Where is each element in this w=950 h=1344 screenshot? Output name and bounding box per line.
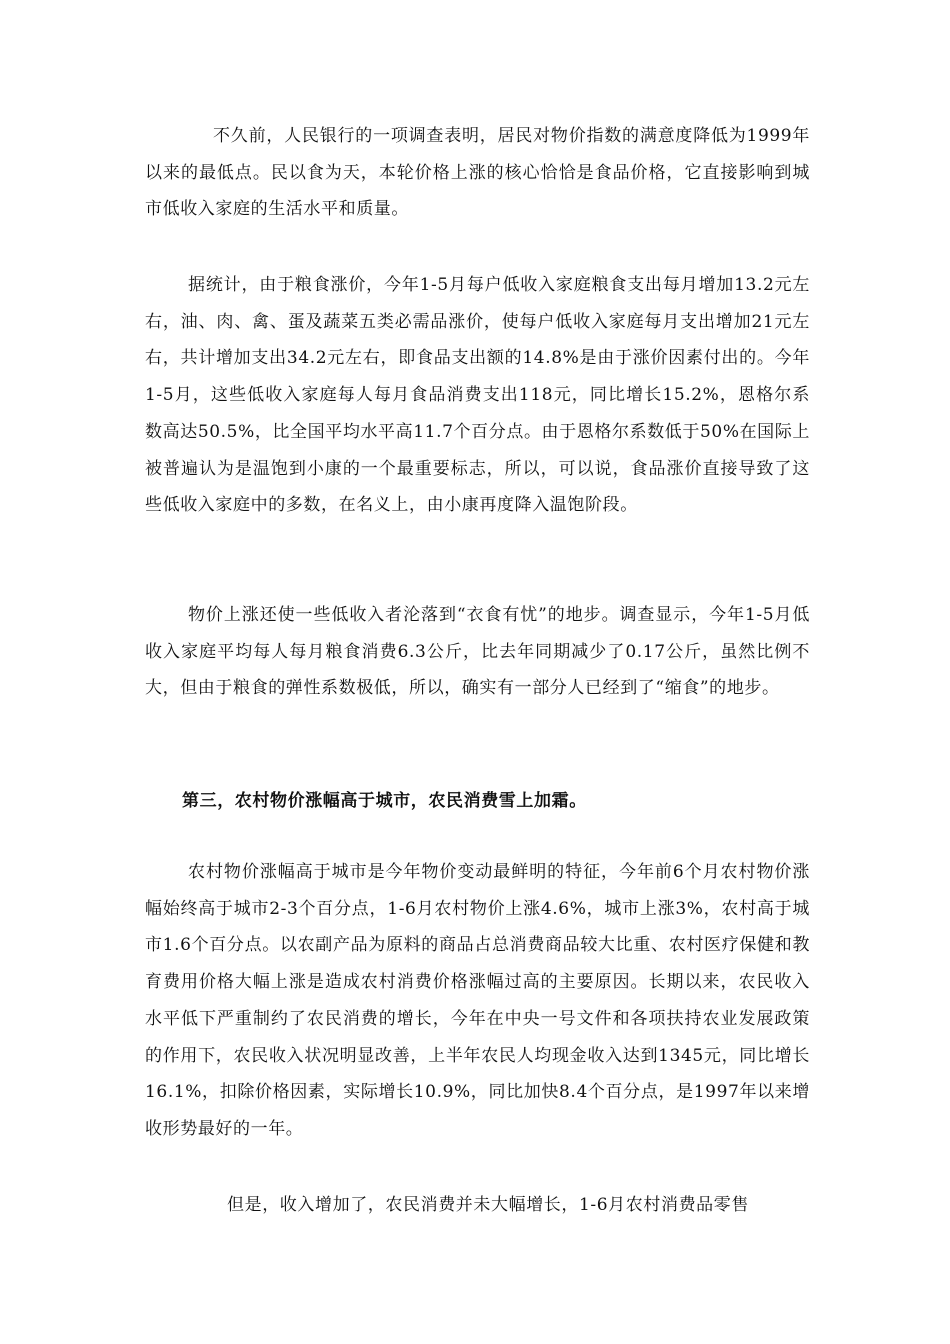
paragraph-rural-consumption-truncated: 但是，收入增加了，农民消费并未大幅增长，1-6月农村消费品零售 [227, 1195, 749, 1215]
paragraph-survey-satisfaction: 不久前，人民银行的一项调查表明，居民对物价指数的满意度降低为1999年以来的最低点。民以食为天，本轮价格上涨的核心恰恰是食品价格，它直接影响到城市低收入家庭的生活水平和质量。 [145, 126, 810, 220]
section-heading-rural-prices: 第三，农村物价涨幅高于城市，农民消费雪上加霜。 [182, 791, 587, 811]
paragraph-rural-price-increase: 农村物价涨幅高于城市是今年物价变动最鲜明的特征，今年前6个月农村物价涨幅始终高于城市2-3个百分点，1-6月农村物价上涨4.6%，城市上涨3%，农村高于城市1.6个百分点。以农副产品为原料的商品占总消费商品较大比重、农村医疗保健和教育费用价格大幅上涨是造成农村消费价格涨幅过高的主要原因。长期以来，农民收入水平低下严重制约了农民消费的增长，今年在中央一号文件和各项扶持农业发展政策的作用下，农民收入状况明显改善，上半年农民人均现金收入达到1345元，同比增长16.1%，扣除价格因素，实际增长10.9%，同比加快8.4个百分点，是1997年以来增收形势最好的一年。 [145, 862, 810, 1139]
paragraph-low-income-food-worry: 物价上涨还使一些低收入者沦落到“衣食有忧”的地步。调查显示，今年1-5月低收入家庭平均每人每月粮食消费6.3公斤，比去年同期减少了0.17公斤，虽然比例不大，但由于粮食的弹性系数极低，所以，确实有一部分人已经到了“缩食”的地步。 [145, 605, 810, 699]
paragraph-statistics-food-spending: 据统计，由于粮食涨价，今年1-5月每户低收入家庭粮食支出每月增加13.2元左右，油、肉、禽、蛋及蔬菜五类必需品涨价，使每户低收入家庭每月支出增加21元左右，共计增加支出34.2元左右，即食品支出额的14.8%是由于涨价因素付出的。今年1-5月，这些低收入家庭每人每月食品消费支出118元，同比增长15.2%，恩格尔系数高达50.5%，比全国平均水平高11.7个百分点。由于恩格尔系数低于50%在国际上被普遍认为是温饱到小康的一个最重要标志，所以，可以说，食品涨价直接导致了这些低收入家庭中的多数，在名义上，由小康再度降入温饱阶段。 [145, 275, 810, 516]
